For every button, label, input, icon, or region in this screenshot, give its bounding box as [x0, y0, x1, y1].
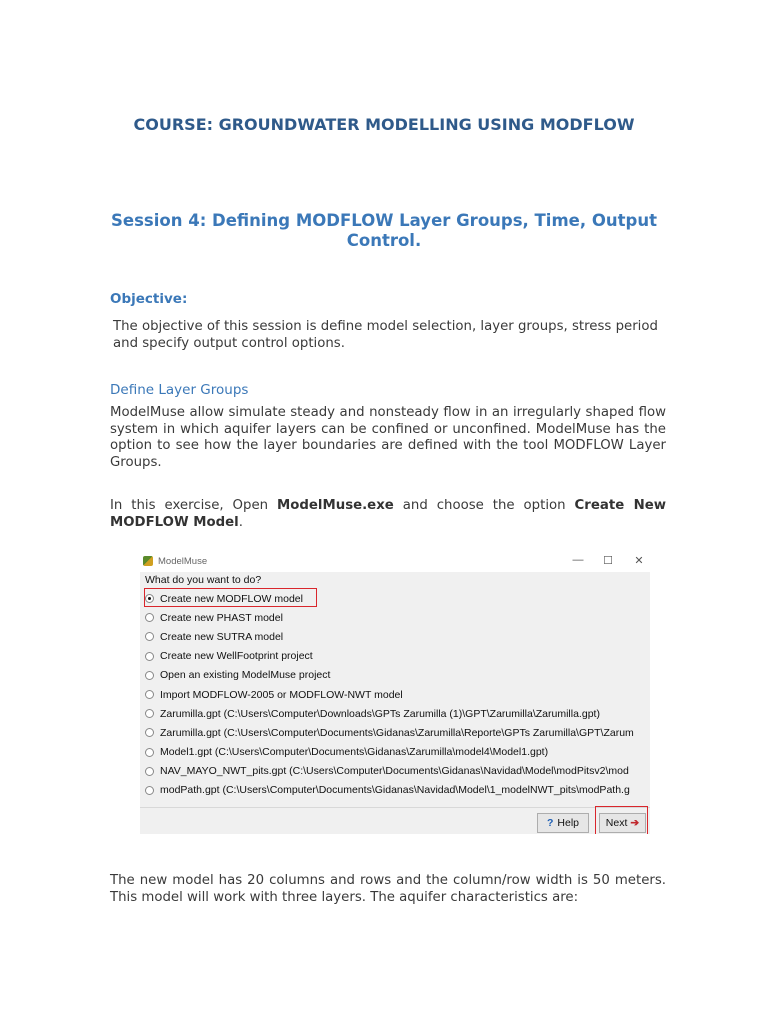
option-recent-nav-mayo[interactable] [145, 762, 650, 781]
option-create-sutra[interactable] [145, 627, 650, 646]
option-label: Import MODFLOW-2005 or MODFLOW-NWT model [160, 688, 403, 701]
option-label: modPath.gpt (C:\Users\Computer\Documents\Gidanas\Navidad\Model\1_modelNWT_pits\modPath.g [160, 784, 630, 797]
option-create-phast[interactable] [145, 608, 650, 627]
option-recent-zarumilla-1[interactable] [145, 704, 650, 723]
exercise-text-1: In this exercise, Open [110, 498, 278, 513]
option-label: Create new MODFLOW model [160, 592, 303, 605]
next-arrow-icon: ➔ [630, 817, 640, 829]
dialog-titlebar [140, 552, 650, 572]
radio-icon[interactable] [145, 594, 154, 603]
layer-groups-paragraph: ModelMuse allow simulate steady and nonsteady flow in an irregularly shaped flow system in which aquifer layers can be confined or unconfined. ModelMuse has the option to see how the layer boundaries are defined with the tool MODFLOW Layer Groups. [110, 405, 666, 470]
layer-groups-heading: Define Layer Groups [110, 382, 249, 398]
dialog-client-area [140, 572, 650, 834]
option-create-modflow[interactable] [145, 589, 650, 608]
objective-paragraph: The objective of this session is define model selection, layer groups, stress period and specify output control options. [113, 319, 658, 351]
close-icon[interactable]: ✕ [634, 555, 644, 567]
option-label: Create new PHAST model [160, 611, 283, 624]
help-label: Help [557, 817, 580, 829]
dialog-prompt: What do you want to do? [145, 574, 262, 586]
option-recent-model1[interactable] [145, 743, 650, 762]
dialog-title: ModelMuse [158, 556, 208, 567]
radio-icon[interactable] [145, 709, 154, 718]
radio-icon[interactable] [145, 748, 154, 757]
minimize-icon[interactable]: — [572, 554, 584, 566]
next-red-highlight-box [595, 806, 648, 834]
next-label: Next [605, 817, 628, 829]
option-label: NAV_MAYO_NWT_pits.gpt (C:\Users\Computer\Documents\Gidanas\Navidad\Model\modPitsv2\mod [160, 765, 629, 778]
exercise-bold-exe: ModelMuse.exe [277, 498, 394, 513]
radio-icon[interactable] [145, 652, 154, 661]
radio-icon[interactable] [145, 786, 154, 795]
option-create-wellfootprint[interactable] [145, 647, 650, 666]
radio-icon[interactable] [145, 728, 154, 737]
option-open-existing[interactable] [145, 666, 650, 685]
option-label: Model1.gpt (C:\Users\Computer\Documents\Gidanas\Zarumilla\model4\Model1.gpt) [160, 746, 549, 759]
option-label: Open an existing ModelMuse project [160, 669, 331, 682]
option-recent-zarumilla-2[interactable] [145, 723, 650, 742]
option-label: Create new WellFootprint project [160, 650, 313, 663]
footer-divider [140, 807, 650, 808]
radio-icon[interactable] [145, 671, 154, 680]
option-import-modflow[interactable] [145, 685, 650, 704]
model-paragraph: The new model has 20 columns and rows and the column/row width is 50 meters. This model will work with three layers. The aquifer characteristics are: [110, 873, 666, 905]
radio-icon[interactable] [145, 690, 154, 699]
help-button[interactable] [537, 813, 589, 833]
objective-heading: Objective: [110, 291, 188, 307]
option-label: Create new SUTRA model [160, 630, 284, 643]
session-title: Session 4: Defining MODFLOW Layer Groups, Time, Output Control. [111, 211, 657, 250]
radio-icon[interactable] [145, 632, 154, 641]
modelmuse-app-icon [143, 556, 153, 566]
modelmuse-dialog-screenshot [140, 552, 650, 834]
exercise-text-3: . [238, 514, 243, 530]
exercise-text-2: and choose the option [393, 498, 575, 513]
exercise-bold-option: Create New MODFLOW Model [110, 498, 667, 530]
option-label: Zarumilla.gpt (C:\Users\Computer\Documents\Gidanas\Zarumilla\Reporte\GPTs Zarumilla\GPT\Zarum [160, 726, 634, 739]
option-recent-modpath[interactable] [145, 781, 650, 800]
option-label: Zarumilla.gpt (C:\Users\Computer\Downloads\GPTs Zarumilla (1)\GPT\Zarumilla\Zarumilla.gpt) [160, 707, 600, 720]
exercise-paragraph [110, 498, 666, 531]
maximize-icon[interactable]: ☐ [603, 555, 613, 567]
help-icon: ? [546, 817, 554, 829]
radio-icon[interactable] [145, 767, 154, 776]
radio-icon[interactable] [145, 613, 154, 622]
course-title: COURSE: GROUNDWATER MODELLING USING MODFLOW [133, 115, 635, 134]
option-list [145, 589, 650, 800]
